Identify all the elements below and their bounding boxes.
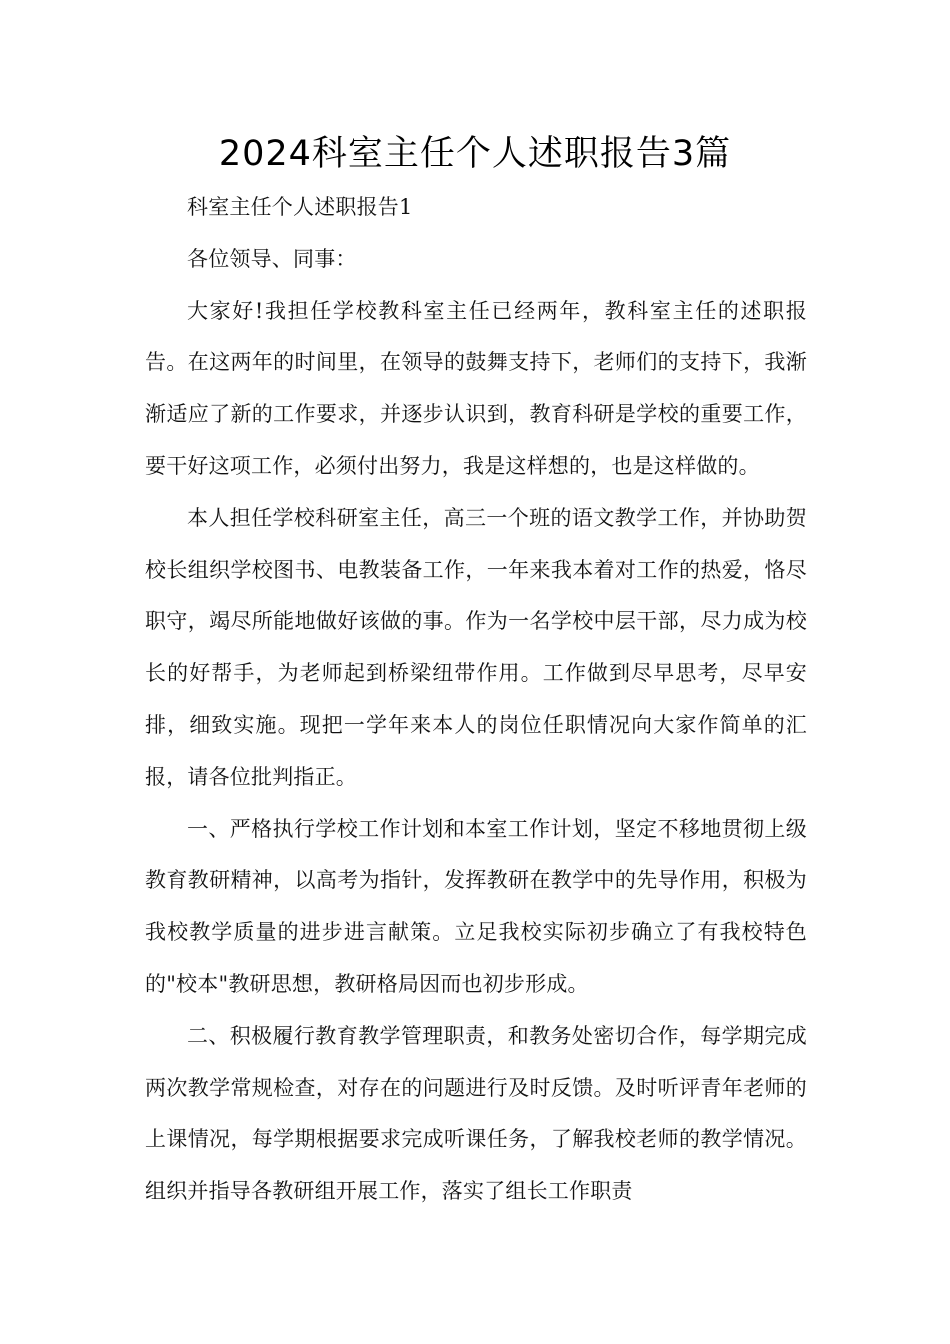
paragraph-salutation: 各位领导、同事： [187, 246, 357, 271]
paragraph-report-heading: 科室主任个人述职报告1 [187, 195, 413, 219]
paragraph-section-two: 二、积极履行教育教学管理职责，和教务处密切合作，每学期完成两次教学常规检查，对存在的问题进行及时反馈。及时听评青年老师的上课情况，每学期根据要求完成听课任务，了解我校老师的教学情况。组织并指导各教研组开展工作，落实了组长工作职责 [145, 1023, 807, 1204]
paragraph-section-one: 一、严格执行学校工作计划和本室工作计划，坚定不移地贯彻上级教育教研精神，以高考为指针，发挥教研在教学中的先导作用，积极为我校教学质量的进步进言献策。立足我校实际初步确立了有我校特色的"校本"教研思想，教研格局因而也初步形成。 [145, 816, 807, 996]
paragraph-intro: 大家好!我担任学校教科室主任已经两年，教科室主任的述职报告。在这两年的时间里，在领导的鼓舞支持下，老师们的支持下，我渐渐适应了新的工作要求，并逐步认识到，教育科研是学校的重要工作，要干好这项工作，必须付出努力，我是这样想的，也是这样做的。 [145, 298, 807, 478]
paragraph-duties: 本人担任学校科研室主任，高三一个班的语文教学工作，并协助贺校长组织学校图书、电教装备工作，一年来我本着对工作的热爱，恪尽职守，竭尽所能地做好该做的事。作为一名学校中层干部，尽力成为校长的好帮手，为老师起到桥梁纽带作用。工作做到尽早思考，尽早安排，细致实施。现把一学年来本人的岗位任职情况向大家作简单的汇报，请各位批判指正。 [145, 505, 807, 789]
document-title: 2024科室主任个人述职报告3篇 [218, 134, 732, 174]
document-body [145, 182, 807, 1218]
